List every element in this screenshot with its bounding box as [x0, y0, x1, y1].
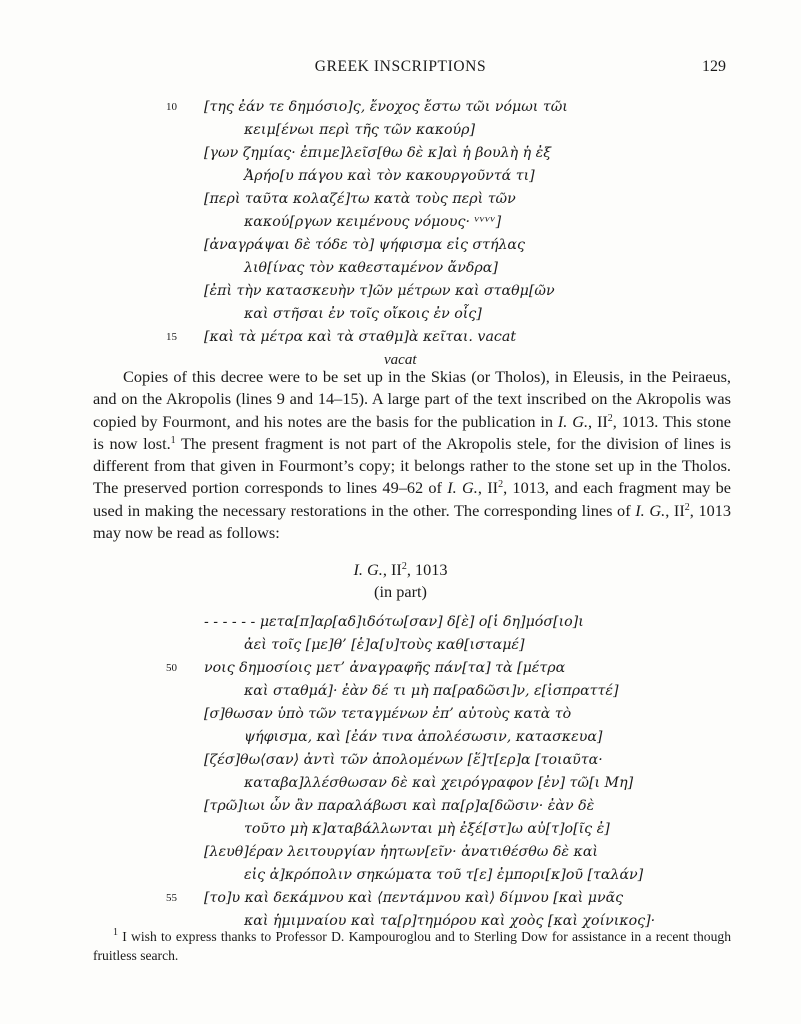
line-text: [γων ζημίας· ἐπιμε]λεῖσ[θω δὲ κ]αὶ ἡ βουλὴ ἡ ἐξ	[204, 145, 552, 161]
inscription-line	[0, 165, 801, 188]
inscription-line	[0, 611, 801, 634]
superscript: 2	[498, 479, 504, 491]
inscription-line	[0, 211, 801, 234]
inscription-line	[0, 657, 801, 680]
heading-superscript: 2	[401, 561, 407, 572]
body-text: , II	[665, 500, 685, 520]
footnote	[93, 928, 731, 965]
line-text: κακού[ργων κειμένους νόμους· ᵛᵛᵛᵛ]	[244, 214, 502, 230]
line-text: [τρῶ]ιωι ὧν ἂν παραλάβωσι καὶ πα[ρ]α[δῶσιν· ἐὰν δὲ	[204, 798, 595, 814]
inscription-line	[0, 634, 801, 657]
line-number: 15	[166, 331, 177, 343]
inscription-line	[0, 280, 801, 303]
line-text: καὶ στῆσαι ἐν τοῖς οἴκοις ἐν οἷς]	[244, 306, 482, 322]
inscription-line	[0, 142, 801, 165]
inscription-line	[0, 188, 801, 211]
superscript: 2	[684, 501, 690, 513]
ig-reference: I. G.	[635, 500, 666, 520]
line-text: εἰς ἀ]κρόπολιν σηκώματα τοῦ τ[ε] ἐμπορι[κ]οῦ [ταλάν]	[244, 867, 644, 883]
inscription-line	[0, 234, 801, 257]
inscription-line	[0, 887, 801, 910]
inscription-line	[0, 726, 801, 749]
line-number: 55	[166, 892, 177, 904]
line-text: [ἀναγράψαι δὲ τόδε τὸ] ψήφισμα εἰς στήλας	[204, 237, 525, 253]
vacat-line: vacat	[384, 352, 417, 368]
line-text: [λευθ]έραν λειτουργίαν ἡητων[εῖν· ἀνατιθέσθω δὲ καὶ	[204, 844, 598, 860]
body-text: , 1013. This stone is now lost.	[93, 411, 732, 453]
line-text: καταβα]λλέσθωσαν δὲ καὶ χειρόγραφον [ἐν] τῶ[ι Μη]	[244, 775, 634, 791]
line-text: ἀεὶ τοῖς [με]θ’ [ἑ]α[υ]τοὺς καθ[ισταμέ]	[244, 637, 525, 653]
footnote-text: I wish to express thanks to Professor D. Kampouroglou and to Sterling Dow for assistance in a recent though fruitless search.	[93, 929, 731, 963]
heading-number: , 1013	[406, 560, 448, 579]
section-heading	[0, 559, 801, 581]
line-text: [της ἐάν τε δημόσιο]ς, ἔνοχος ἔστω τῶι νόμωι τῶι	[204, 99, 568, 115]
inscription-line	[0, 772, 801, 795]
line-text: [καὶ τὰ μέτρα καὶ τὰ σταθμ]ὰ κεῖται. vacat	[204, 329, 517, 345]
inscription-line	[0, 841, 801, 864]
inscription-line	[0, 864, 801, 887]
heading-text: , II	[382, 560, 402, 579]
line-text: Ἀρήο[υ πάγου καὶ τὸν κακουργοῦντά τι]	[244, 168, 535, 184]
inscription-line	[0, 749, 801, 772]
superscript: 2	[607, 412, 613, 424]
inscription-line	[0, 96, 801, 119]
inscription-line	[0, 703, 801, 726]
ig-reference: I. G.	[557, 411, 589, 431]
body-text: , II	[477, 478, 499, 498]
body-text: , 1013, and each fragment may be used in making the necessary restorations in the other. The corresponding lines of	[93, 478, 731, 520]
line-number: 10	[166, 101, 177, 113]
line-text: [ἐπὶ τὴν κατασκευὴν τ]ῶν μέτρων καὶ σταθμ[ῶν	[204, 283, 555, 299]
line-text: καὶ σταθμά]· ἐὰν δέ τι μὴ πα[ραδῶσι]ν, ε[ἰσπραττέ]	[244, 683, 619, 699]
body-paragraph	[93, 366, 731, 544]
inscription-top	[0, 96, 801, 349]
inscription-bottom	[0, 611, 801, 933]
body-text: Copies of this decree were to be set up in the Skias (or Tholos), in Eleusis, in the Peiraeus, and on the Akropolis (lines 9 and 14–15). A large part of the text inscribed on the Akropolis was copied by Fourmont, and his notes are the basis for the publication in	[93, 367, 731, 431]
page-number: 129	[702, 58, 726, 75]
line-text: νοις δημοσίοις μετ’ ἀναγραφῆς πάν[τα] τὰ [μέτρα	[204, 660, 566, 676]
body-text: , 1013 may now be read as follows:	[93, 500, 732, 543]
line-text: [σ]θωσαν ὑπὸ τῶν τεταγμένων ἐπ’ αὐτοὺς κατὰ τὸ	[204, 706, 572, 722]
footnote-reference: 1	[170, 434, 176, 446]
running-head: GREEK INSCRIPTIONS	[314, 58, 487, 75]
inscription-line	[0, 303, 801, 326]
inscription-line	[0, 326, 801, 349]
page-header	[0, 58, 801, 80]
ig-reference: I. G.	[447, 478, 478, 498]
line-text: [περὶ ταῦτα κολαζέ]τω κατὰ τοὺς περὶ τῶν	[204, 191, 516, 207]
footnote-mark: 1	[113, 927, 118, 938]
line-number: 50	[166, 662, 177, 674]
section-subheading: (in part)	[374, 582, 427, 601]
inscription-line	[0, 680, 801, 703]
line-text: κειμ[ένωι περὶ τῆς τῶν κακούρ]	[244, 122, 476, 138]
line-text: καὶ ἡμιμναίου καὶ τα[ρ]τημόρου καὶ χοὸς [καὶ χοίνικος]·	[244, 913, 656, 929]
line-text: ‐ ‐ ‐ ‐ ‐ ‐ μετα[π]αρ[αδ]ιδότω[σαν] δ[ὲ] ο[ἱ δη]μόσ[ιο]ι	[204, 614, 584, 630]
line-text: λιθ[ίνας τὸν καθεσταμένον ἄνδρα]	[244, 260, 498, 276]
heading-ig: I. G.	[353, 560, 383, 579]
inscription-line	[0, 119, 801, 142]
line-text: ψήφισμα, καὶ [ἐάν τινα ἀπολέσωσιν, κατασκευα]	[244, 729, 603, 745]
inscription-line	[0, 818, 801, 841]
body-text: , II	[588, 411, 608, 431]
line-text: τοῦτο μὴ κ]αταβάλλωνται μὴ ἐξέ[στ]ω αὐ[τ]ο[ῖς ἐ]	[244, 821, 610, 837]
line-text: [το]υ καὶ δεκάμνου καὶ ⟨πεντάμνου καὶ⟩ δίμνου [καὶ μνᾶς	[204, 890, 624, 906]
body-text: The present fragment is not part of the Akropolis stele, for the division of lines is different from that given in Fourmont’s copy; it belongs rather to the stone set up in the Tholos. The preserved portion corresponds to lines 49–62 of	[93, 433, 731, 498]
inscription-line	[0, 257, 801, 280]
inscription-line	[0, 795, 801, 818]
line-text: [ζέσ]θω⟨σαν⟩ ἀντὶ τῶν ἀπολομένων [ἕ]τ[ερ]α [τοιαῦτα·	[204, 752, 603, 768]
